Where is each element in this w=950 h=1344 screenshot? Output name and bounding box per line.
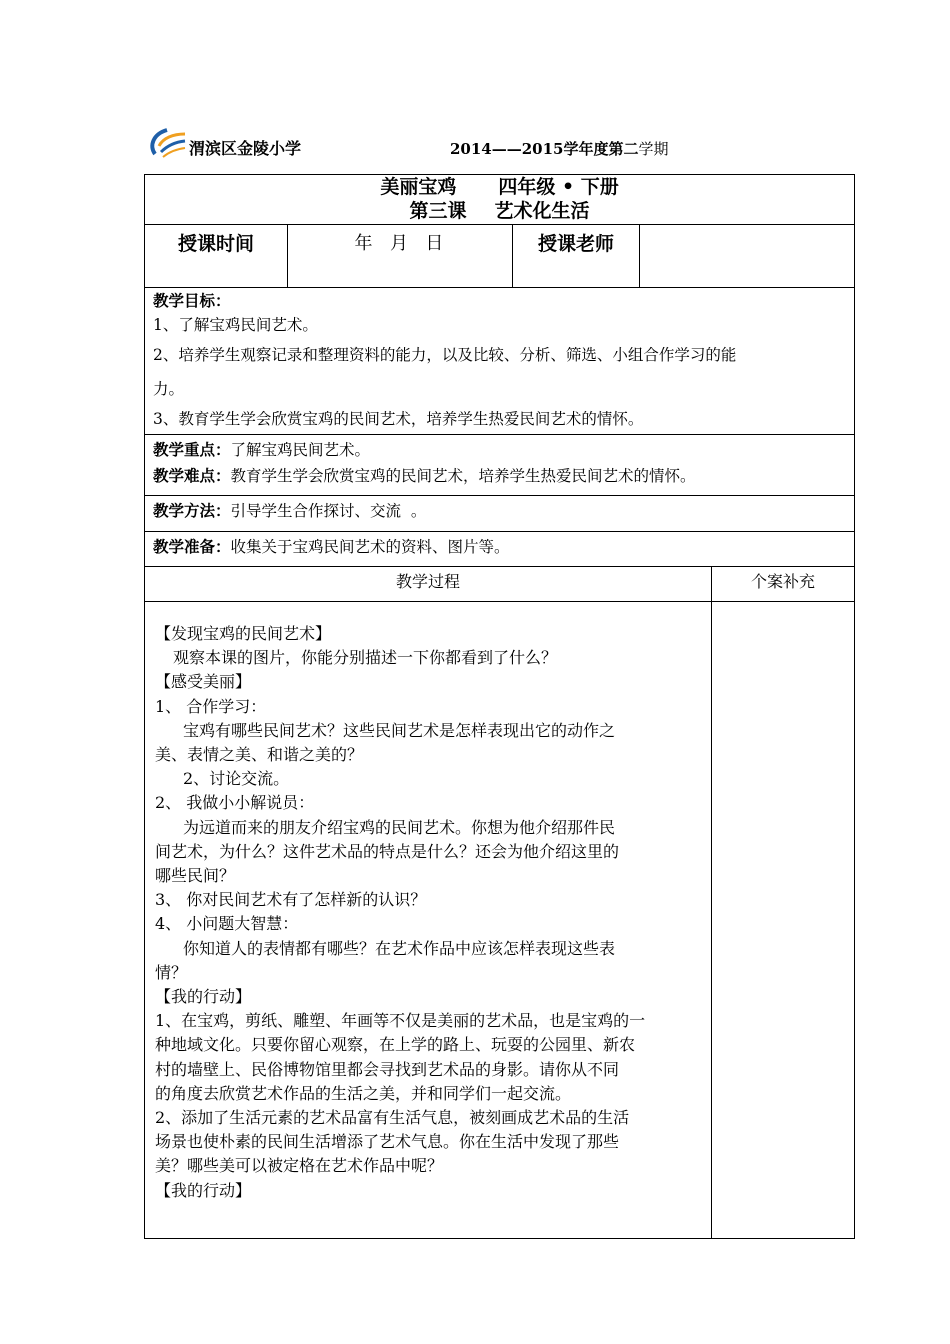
process-line: 的角度去欣赏艺术作品的生活之美，并和同学们一起交流。 [155, 1083, 572, 1103]
process-line: 场景也使朴素的民间生活增添了艺术气息。你在生活中发现了那些 [155, 1132, 620, 1152]
date-field [288, 225, 513, 288]
term-label [450, 138, 669, 159]
prep-section [145, 532, 855, 567]
process-line: 【感受美丽】 [155, 672, 252, 692]
process-line: 你知道人的表情都有哪些？在艺术作品中应该怎样表现这些表 [183, 938, 616, 958]
time-label: 授课时间 [145, 225, 288, 288]
process-line: 2、 我做小小解说员： [155, 793, 315, 813]
page-header [145, 122, 805, 162]
process-line: 美、表情之美、和谐之美的？ [155, 745, 364, 765]
term-bold: 2014——2015学年度第二 [450, 140, 639, 158]
school-name: 渭滨区金陵小学 [189, 139, 302, 158]
process-line: 间艺术，为什么？这件艺术品的特点是什么？还会为他介绍这里的 [155, 841, 620, 861]
title-grade: 四年级 • 下册 [498, 176, 619, 198]
process-line: 2、添加了生活元素的艺术品富有生活气息，被刻画成艺术品的生活 [155, 1108, 630, 1128]
title-lesson-no: 第三课 [409, 200, 467, 222]
prep-label: 教学准备： [153, 538, 231, 556]
process-line: 【我的行动】 [155, 987, 252, 1007]
lesson-plan-table [144, 174, 855, 1239]
process-line: 哪些民间？ [155, 866, 236, 886]
title-lesson-name: 艺术化生活 [494, 200, 590, 222]
goal-item: 力。 [153, 380, 185, 398]
goals-section [145, 288, 855, 435]
difficulty-label: 教学难点： [153, 467, 231, 485]
process-line: 1、 合作学习： [155, 696, 267, 716]
teacher-label: 授课老师 [513, 225, 640, 288]
process-line: 【我的行动】 [155, 1180, 252, 1200]
focus-section [145, 435, 855, 496]
process-line: 宝鸡有哪些民间艺术？这些民间艺术是怎样表现出它的动作之 [183, 720, 616, 740]
process-line: 种地域文化。只要你留心观察，在上学的路上、玩耍的公园里、新农 [155, 1035, 636, 1055]
method-label: 教学方法： [153, 502, 231, 520]
process-line: 为远道而来的朋友介绍宝鸡的民间艺术。你想为他介绍那件民 [183, 817, 616, 837]
process-line: 4、 小问题大智慧： [155, 914, 299, 934]
key-point-text: 了解宝鸡民间艺术。 [230, 441, 371, 459]
method-text: 引导学生合作探讨、交流 。 [230, 502, 427, 520]
goals-label: 教学目标： [153, 292, 231, 310]
process-line: 2、讨论交流。 [183, 769, 290, 789]
date-value: 年 月 日 [354, 233, 446, 254]
process-line: 3、 你对民间艺术有了怎样新的认识？ [155, 890, 427, 910]
key-point-label: 教学重点： [153, 441, 231, 459]
prep-text: 收集关于宝鸡民间艺术的资料、图片等。 [230, 538, 510, 556]
process-line: 美？哪些美可以被定格在艺术作品中呢？ [155, 1156, 444, 1176]
goal-item: 1、了解宝鸡民间艺术。 [153, 316, 318, 334]
goal-item: 2、培养学生观察记录和整理资料的能力，以及比较、分析、筛选、小组合作学习的能 [153, 346, 737, 364]
process-line: 观察本课的图片，你能分别描述一下你都看到了什么？ [173, 648, 558, 668]
process-line: 【发现宝鸡的民间艺术】 [155, 624, 332, 643]
process-line: 情？ [155, 962, 188, 982]
process-body [145, 602, 712, 1239]
goal-item: 3、教育学生学会欣赏宝鸡的民间艺术，培养学生热爱民间艺术的情怀。 [153, 410, 644, 428]
term-light: 学期 [638, 140, 669, 158]
supplement-body [712, 602, 855, 1239]
teacher-field [640, 225, 855, 288]
method-section [145, 496, 855, 532]
lesson-title [145, 175, 855, 225]
difficulty-text: 教育学生学会欣赏宝鸡的民间艺术，培养学生热爱民间艺术的情怀。 [230, 467, 696, 485]
process-line: 1、在宝鸡，剪纸、雕塑、年画等不仅是美丽的艺术品，也是宝鸡的一 [155, 1011, 646, 1031]
process-header: 教学过程 [145, 567, 712, 602]
title-book: 美丽宝鸡 [380, 176, 457, 198]
school-logo-icon [145, 124, 187, 158]
process-line: 村的墙壁上、民俗博物馆里都会寻找到艺术品的身影。请你从不同 [155, 1059, 620, 1079]
supplement-header: 个案补充 [712, 567, 855, 602]
